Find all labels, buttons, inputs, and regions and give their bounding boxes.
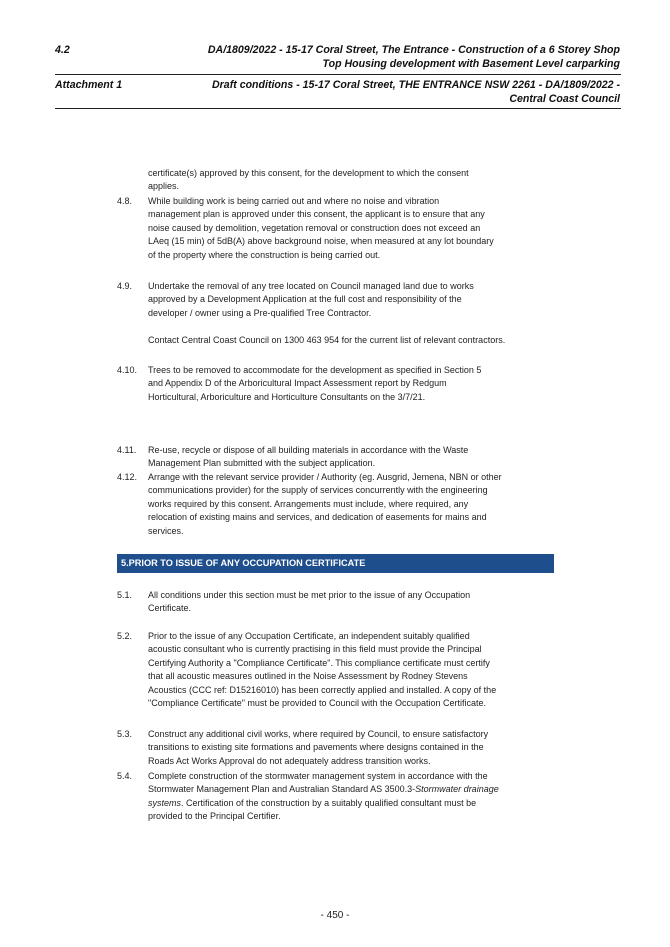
condition-line: of the property where the construction is being carried out. (148, 249, 381, 260)
condition-line (148, 783, 568, 796)
condition-number: 5.2. (117, 631, 133, 641)
condition-text (148, 471, 568, 538)
condition-line: and Appendix D of the Arboricultural Impact Assessment report by Redgum (148, 378, 447, 389)
condition-text (148, 444, 568, 471)
condition-line: Complete construction of the stormwater management system in accordance with the (148, 771, 488, 781)
condition-line: Trees to be removed to accommodate for the development as specified in Section 5 (148, 365, 482, 375)
condition-line: relocation of existing mains and services, and dedication of easements for mains and (148, 512, 487, 523)
item-title-line-2: Top Housing development with Basement Level carparking (322, 58, 620, 70)
condition-text (148, 364, 568, 404)
standard-reference: Stormwater Management Plan and Australian Standard AS 3500.3- (148, 784, 416, 795)
continuation-line: applies. (148, 181, 180, 192)
condition-line: Acoustics (CCC ref: D15216010) has been correctly applied and installed. A copy of the (148, 684, 497, 695)
condition-number: 4.8. (117, 196, 133, 206)
condition-line: Horticultural, Arboriculture and Horticulture Consultants on the 3/7/21. (148, 391, 426, 402)
condition-line: transitions to existing site formations and pavements where designs contained in the (148, 742, 484, 753)
condition-line: Prior to the issue of any Occupation Certificate, an independent suitably qualified (148, 631, 470, 641)
page-number: - 450 - (320, 910, 350, 921)
header-divider-top (55, 74, 621, 75)
condition-line: management plan is approved under this consent, the applicant is to ensure that any (148, 209, 485, 220)
condition-line: LAeq (15 min) of 5dB(A) above background noise, when measured at any lot boundary (148, 236, 494, 247)
condition-line: Construct any additional civil works, where required by Council, to ensure satisfactory (148, 729, 489, 739)
condition-line: approved by a Development Application at the full cost and responsibility of the (148, 294, 462, 305)
certification-text: . Certification of the construction by a suitably qualified consultant must be (181, 797, 477, 808)
condition-number: 5.4. (117, 771, 133, 781)
condition-line: While building work is being carried out and where no noise and vibration (148, 196, 440, 206)
condition-line: acoustic consultant who is currently practising in this field must provide the Principal (148, 644, 482, 655)
condition-line: Management Plan submitted with the subject application. (148, 458, 376, 469)
standard-title: Stormwater drainage (415, 784, 499, 795)
condition-number: 4.11. (117, 445, 137, 455)
condition-text (148, 728, 568, 768)
condition-line: provided to the Principal Certifier. (148, 811, 281, 822)
condition-number: 4.10. (117, 365, 138, 375)
condition-line: noise caused by demolition, vegetation removal or construction does not exceed an (148, 222, 481, 233)
condition-line: Certifying Authority a "Compliance Certificate". This compliance certificate must certify (148, 657, 490, 668)
condition-line: communications provider) for the supply of services concurrently with the engineering (148, 485, 488, 496)
section-heading-occupation-certificate: 5.PRIOR TO ISSUE OF ANY OCCUPATION CERTIFICATE (117, 554, 554, 573)
condition-text (148, 770, 568, 824)
continuation-line: certificate(s) approved by this consent, for the development to which the consent (148, 168, 469, 178)
header-divider-bottom (55, 108, 621, 109)
condition-line: Arrange with the relevant service provider / Authority (eg. Ausgrid, Jemena, NBN or other (148, 472, 502, 482)
condition-number: 4.12. (117, 472, 138, 482)
condition-number: 4.9. (117, 281, 133, 291)
attachment-label: Attachment 1 (55, 79, 123, 91)
item-number: 4.2 (55, 44, 70, 56)
condition-text (148, 195, 568, 262)
condition-line: "Compliance Certificate" must be provided to Council with the Occupation Certificate. (148, 698, 487, 709)
condition-line: Re-use, recycle or dispose of all building materials in accordance with the Waste (148, 445, 469, 455)
condition-line: services. (148, 525, 184, 536)
attachment-title-line-1: Draft conditions - 15-17 Coral Street, THE ENTRANCE NSW 2261 - DA/1809/2022 - (212, 79, 620, 91)
condition-line: Certificate. (148, 603, 192, 614)
standard-title-continued: systems (148, 797, 182, 808)
item-title-line-1: DA/1809/2022 - 15-17 Coral Street, The Entrance - Construction of a 6 Storey Shop (207, 44, 620, 56)
condition-text (148, 280, 568, 320)
condition-line: Roads Act Works Approval do not adequately address transition works. (148, 755, 431, 766)
continuation-text (148, 167, 568, 194)
condition-line: that all acoustic measures outlined in the Noise Assessment by Rodney Stevens (148, 671, 468, 682)
condition-line: All conditions under this section must be met prior to the issue of any Occupation (148, 590, 471, 600)
condition-line: Undertake the removal of any tree located on Council managed land due to works (148, 281, 474, 291)
contractor-contact-note: Contact Central Coast Council on 1300 463 954 for the current list of relevant contractors. (148, 335, 506, 345)
condition-text (148, 630, 568, 710)
condition-number: 5.3. (117, 729, 133, 739)
condition-text (148, 589, 568, 616)
condition-number: 5.1. (117, 590, 133, 600)
attachment-title-line-2: Central Coast Council (509, 93, 620, 105)
condition-line: developer / owner using a Pre-qualified Tree Contractor. (148, 307, 372, 318)
condition-line: works required by this consent. Arrangements must include, where required, any (148, 498, 469, 509)
condition-line (148, 797, 568, 810)
